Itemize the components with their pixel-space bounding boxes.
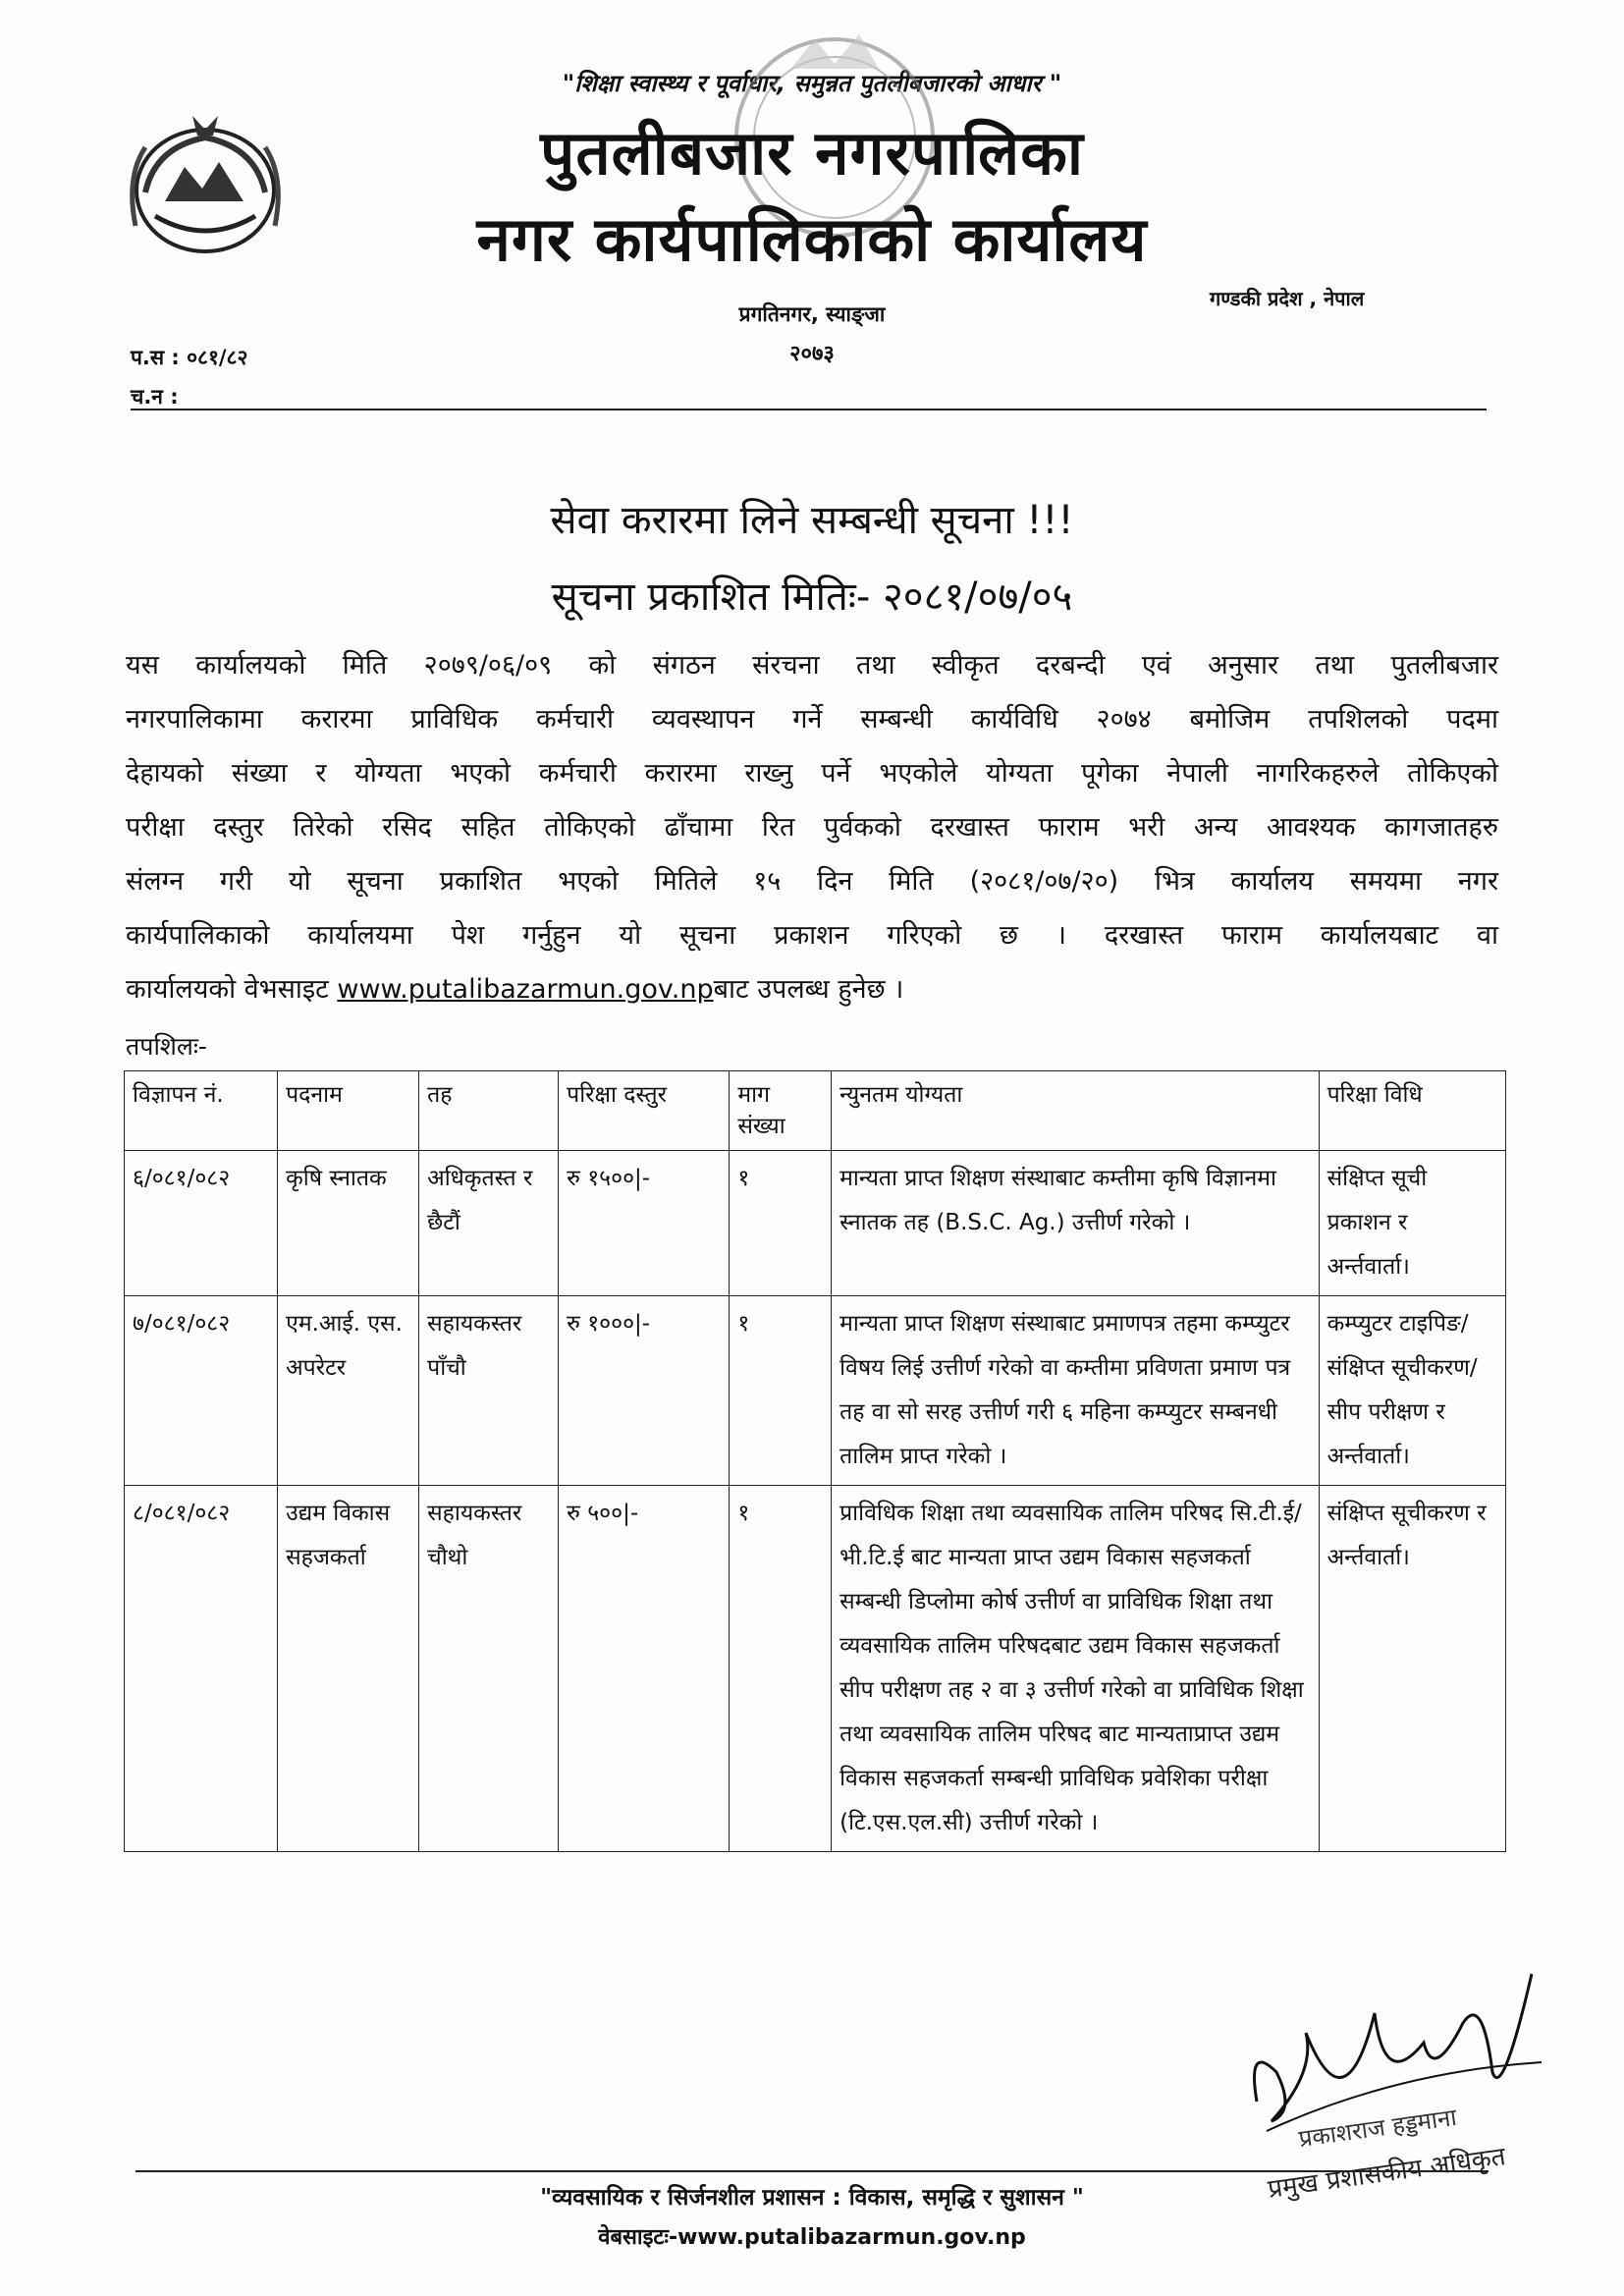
dispatch-number: च.न : <box>131 385 179 409</box>
cell-fee: रु १०००|- <box>559 1296 730 1486</box>
cell-level: सहायकस्तर चौथो <box>419 1486 559 1852</box>
header-slogan: "शिक्षा स्वास्थ्य र पूर्वाधार, समुन्नत पुतलीबजारको आधार " <box>562 70 1062 97</box>
signatory-title: प्रमुख प्रशासकीय अधिकृत <box>1266 2142 1508 2205</box>
established-year: २०७३ <box>789 342 835 366</box>
schedule-table <box>124 1070 1506 1852</box>
cell-exam-method: संक्षिप्त सूचीकरण र अर्न्तवार्ता। <box>1319 1486 1505 1852</box>
header-exam-method: परिक्षा विधि <box>1319 1071 1505 1151</box>
signatory-name: प्रकाशराज हड्डमाना <box>1296 2103 1459 2154</box>
cell-qualification: मान्यता प्राप्त शिक्षण संस्थाबाट प्रमाणपत्र तहमा कम्प्युटर विषय लिई उत्तीर्ण गरेको वा कम्तीमा प्रविणता प्रमाण पत्र तह वा सो सरह उत्तीर्ण गरी ६ महिना कम्प्युटर सम्बनधी तालिम प्राप्त गरेको । <box>832 1296 1320 1486</box>
cell-required: १ <box>730 1296 832 1486</box>
cell-post: उद्यम विकास सहजकर्ता <box>278 1486 419 1852</box>
cell-level: अधिकृतस्त र छैटौं <box>419 1151 559 1296</box>
table-row <box>125 1296 1506 1486</box>
website-link[interactable]: www.putalibazarmun.gov.np <box>337 974 714 1005</box>
cell-post: कृषि स्नातक <box>278 1151 419 1296</box>
cell-exam-method: संक्षिप्त सूची प्रकाशन र अर्न्तवार्ता। <box>1319 1151 1505 1296</box>
cell-level: सहायकस्तर पाँचौ <box>419 1296 559 1486</box>
cell-fee: रु १५००|- <box>559 1151 730 1296</box>
office-name: नगर कार्यपालिकाको कार्यालय <box>476 203 1148 275</box>
body-line: कार्यपालिकाको कार्यालयमा पेश गर्नुहुन यो सूचना प्रकाशन गरिएको छ । दरखास्त फाराम कार्यालयबाट वा <box>126 920 1498 951</box>
cell-ad-no: ८/०८१/०८२ <box>125 1486 278 1852</box>
header-qualification: न्युनतम योग्यता <box>832 1071 1320 1151</box>
cell-ad-no: ६/०८१/०८२ <box>125 1151 278 1296</box>
cell-required: १ <box>730 1151 832 1296</box>
reference-number: प.स : ०८१/८२ <box>131 346 248 369</box>
province-text: गण्डकी प्रदेश , नेपाल <box>1210 287 1365 310</box>
publication-date: सूचना प्रकाशित मितिः- २०८१/०७/०५ <box>551 574 1073 620</box>
cell-required: १ <box>730 1486 832 1852</box>
cell-qualification: प्राविधिक शिक्षा तथा व्यवसायिक तालिम परिषद सि.टी.ई/भी.टि.ई बाट मान्यता प्राप्त उद्यम विकास सहजकर्ता सम्बन्धी डिप्लोमा कोर्ष उत्तीर्ण वा प्राविधिक शिक्षा तथा व्यवसायिक तालिम परिषदबाट उद्यम विकास सहजकर्ता सीप परीक्षण तह २ वा ३ उत्तीर्ण गरेको वा प्राविधिक शिक्षा तथा व्यवसायिक तालिम परिषद बाट मान्यताप्राप्त उद्यम विकास सहजकर्ता सम्बन्धी प्राविधिक प्रवेशिका परीक्षा (टि.एस.एल.सी) उत्तीर्ण गरेको । <box>832 1486 1320 1852</box>
body-line: परीक्षा दस्तुर तिरेको रसिद सहित तोकिएको ढाँचामा रित पुर्वकको दरखास्त फाराम भरी अन्य आवश्यक कागजातहरु <box>126 812 1498 843</box>
header-post: पदनाम <box>278 1071 419 1151</box>
notice-title: सेवा करारमा लिने सम्बन्धी सूचना !!! <box>550 498 1074 543</box>
cell-exam-method: कम्प्युटर टाइपिङ/ संक्षिप्त सूचीकरण/ सीप परीक्षण र अर्न्तवार्ता। <box>1319 1296 1505 1486</box>
header-ad-no: विज्ञापन नं. <box>125 1071 278 1151</box>
cell-qualification: मान्यता प्राप्त शिक्षण संस्थाबाट कम्तीमा कृषि विज्ञानमा स्नातक तह (B.S.C. Ag.) उत्तीर्ण गरेको । <box>832 1151 1320 1296</box>
cell-fee: रु ५००|- <box>559 1486 730 1852</box>
header-level: तह <box>419 1071 559 1151</box>
header-fee: परिक्षा दस्तुर <box>559 1071 730 1151</box>
header-divider <box>131 409 1487 410</box>
body-line-suffix: बाट उपलब्ध हुनेछ । <box>713 974 904 1005</box>
table-header-row <box>125 1071 1506 1151</box>
table-row <box>125 1486 1506 1852</box>
municipality-name: पुतलीबजार नगरपालिका <box>540 117 1084 189</box>
cell-ad-no: ७/०८१/०८२ <box>125 1296 278 1486</box>
address-text: प्रगतिनगर, स्याङ्जा <box>738 302 886 326</box>
body-line: संलग्न गरी यो सूचना प्रकाशित भएको मितिले १५ दिन मिति (२०८१/०७/२०) भित्र कार्यालय समयमा नगर <box>126 866 1498 897</box>
body-line-last <box>126 962 1498 1016</box>
footer-slogan: "व्यवसायिक र सिर्जनशील प्रशासन : विकास, समृद्धि र सुशासन " <box>540 2185 1084 2211</box>
schedule-label: तपशिलः- <box>126 1032 207 1061</box>
footer-divider <box>135 2170 1489 2172</box>
footer-website: वेबसाइटः-www.putalibazarmun.gov.np <box>598 2225 1026 2250</box>
body-line: नगरपालिकामा करारमा प्राविधिक कर्मचारी व्यवस्थापन गर्ने सम्बन्धी कार्यविधि २०७४ बमोजिम तपशिलको पदमा <box>126 704 1498 735</box>
body-line: यस कार्यालयको मिति २०७९/०६/०९ को संगठन संरचना तथा स्वीकृत दरबन्दी एवं अनुसार तथा पुतलीबजार <box>126 650 1498 681</box>
body-line: देहायको संख्या र योग्यता भएको कर्मचारी करारमा राख्नु पर्ने भएकोले योग्यता पूगेका नेपाली नागरिकहरुले तोकिएको <box>126 758 1498 789</box>
body-line-prefix: कार्यालयको वेभसाइट <box>126 974 338 1005</box>
notice-body <box>126 638 1498 1016</box>
table-row <box>125 1151 1506 1296</box>
cell-post: एम.आई. एस. अपरेटर <box>278 1296 419 1486</box>
header-required: माग संख्या <box>730 1071 832 1151</box>
